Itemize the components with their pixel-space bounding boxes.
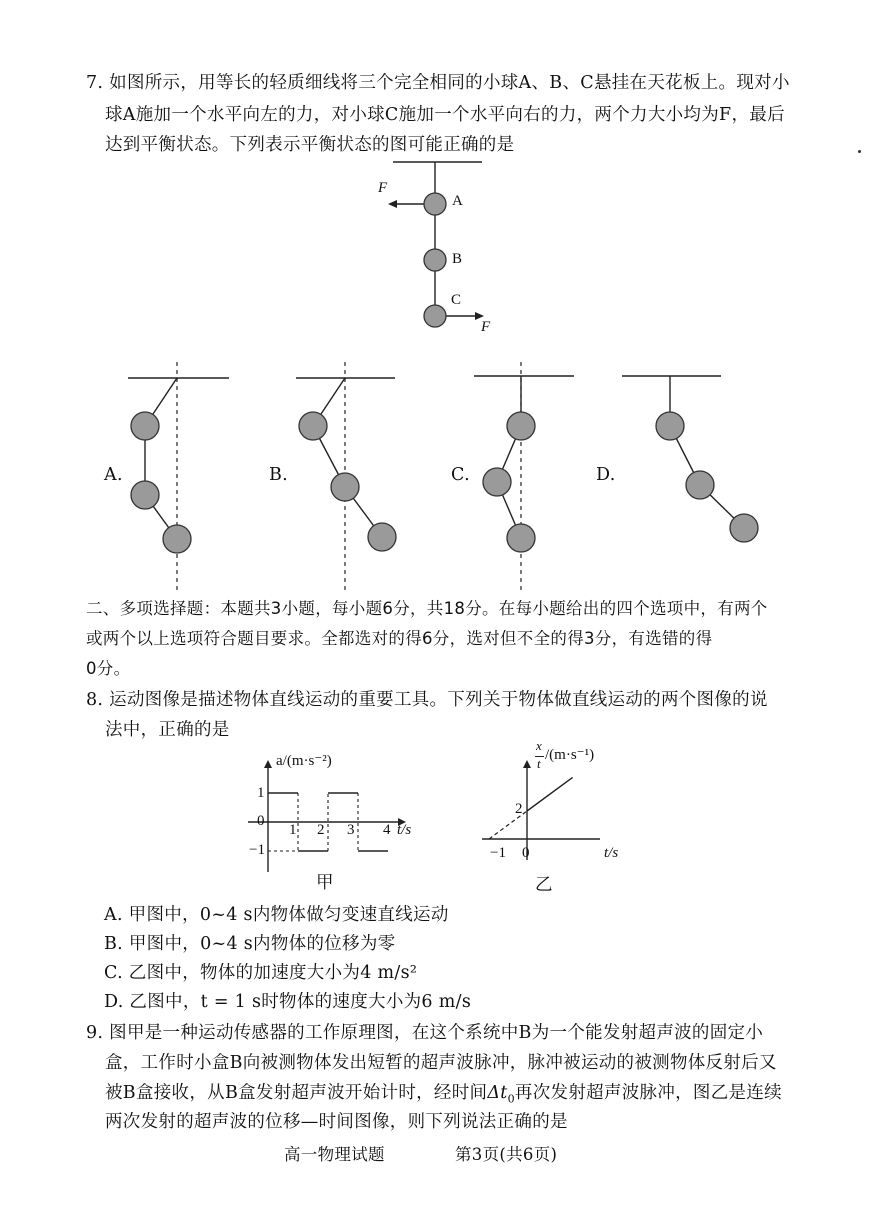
q8-option-b: B. 甲图中，0~4 s内物体的位移为零 (104, 934, 396, 954)
jia-xtick-4: 4 (383, 822, 391, 838)
yi-ylabel-top: x (536, 738, 542, 753)
force-label-right: F (481, 319, 491, 335)
jia-ylabel: a/(m·s⁻²) (276, 753, 332, 769)
jia-xtick-2: 2 (317, 822, 325, 838)
q9-delta-t: Δt (487, 1083, 508, 1103)
jia-ytick-0: 0 (257, 813, 265, 829)
q9-line2: 盒，工作时小盒B向被测物体发出短暂的超声波脉冲，脉冲被运动的被测物体反射后又 (105, 1053, 777, 1073)
q7-line1: 7. 如图所示，用等长的轻质细线将三个完全相同的小球A、B、C悬挂在天花板上。现对小 (86, 73, 790, 93)
q9-delta-t-sub: 0 (507, 1092, 515, 1106)
q8-option-c: C. 乙图中，物体的加速度大小为4 m/s² (104, 963, 418, 983)
q9-line1: 9. 图甲是一种运动传感器的工作原理图，在这个系统中B为一个能发射超声波的固定小 (86, 1023, 764, 1043)
jia-ytick-neg1: −1 (249, 842, 265, 858)
section2-line3: 0分。 (86, 659, 131, 678)
jia-xtick-3: 3 (347, 822, 355, 838)
q7-line3: 达到平衡状态。下列表示平衡状态的图可能正确的是 (105, 135, 515, 155)
ball-c-label: C (451, 292, 462, 308)
yi-xtick-neg1: −1 (490, 845, 506, 861)
yi-line (527, 777, 573, 811)
section2-line1: 二、多项选择题：本题共3小题，每小题6分，共18分。在每小题给出的四个选项中，有两个 (86, 599, 768, 618)
jia-title: 甲 (316, 873, 334, 893)
jia-xtick-1: 1 (289, 822, 297, 838)
section2-line2: 或两个以上选项符合题目要求。全都选对的得6分，选对但不全的得3分，有选错的得 (86, 629, 713, 648)
yi-xlabel: t/s (604, 845, 619, 861)
jia-xlabel: t/s (397, 822, 412, 838)
option-a-label: A. (104, 465, 123, 485)
q9-line3 (105, 1080, 782, 1113)
yi-xtick-0: 0 (522, 845, 530, 861)
q9-line3-pre: 被B盒接收，从B盒发射超声波开始计时，经时间 (105, 1083, 488, 1103)
footer-subject: 高一物理试题 (284, 1145, 385, 1164)
jia-ytick-1: 1 (257, 785, 265, 801)
yi-ylabel-unit: /(m·s⁻¹) (545, 747, 595, 763)
yi-ytick-2: 2 (515, 801, 523, 817)
q8-line1: 8. 运动图像是描述物体直线运动的重要工具。下列关于物体做直线运动的两个图像的说 (86, 690, 768, 710)
ball-a-label: A (452, 193, 463, 209)
force-label-left: F (378, 180, 388, 196)
footer-page: 第3页(共6页) (455, 1145, 558, 1164)
q7-line2: 球A施加一个水平向左的力，对小球C施加一个水平向右的力，两个力大小均为F，最后 (105, 105, 785, 125)
q8-option-a: A. 甲图中，0~4 s内物体做匀变速直线运动 (104, 905, 449, 925)
yi-ylabel-bottom: t (537, 756, 541, 771)
ball-b-label: B (452, 251, 463, 267)
q8-line2: 法中，正确的是 (105, 720, 230, 740)
yi-title: 乙 (535, 875, 553, 895)
scan-speck (858, 150, 861, 153)
option-b-label: B. (269, 465, 289, 485)
q8-option-d: D. 乙图中，t = 1 s时物体的速度大小为6 m/s (104, 992, 472, 1012)
option-d-label: D. (596, 465, 616, 485)
option-c-label: C. (451, 465, 470, 485)
q9-line4: 两次发射的超声波的位移—时间图像，则下列说法正确的是 (105, 1112, 568, 1132)
q9-line3-post: 再次发射超声波脉冲，图乙是连续 (514, 1083, 782, 1103)
